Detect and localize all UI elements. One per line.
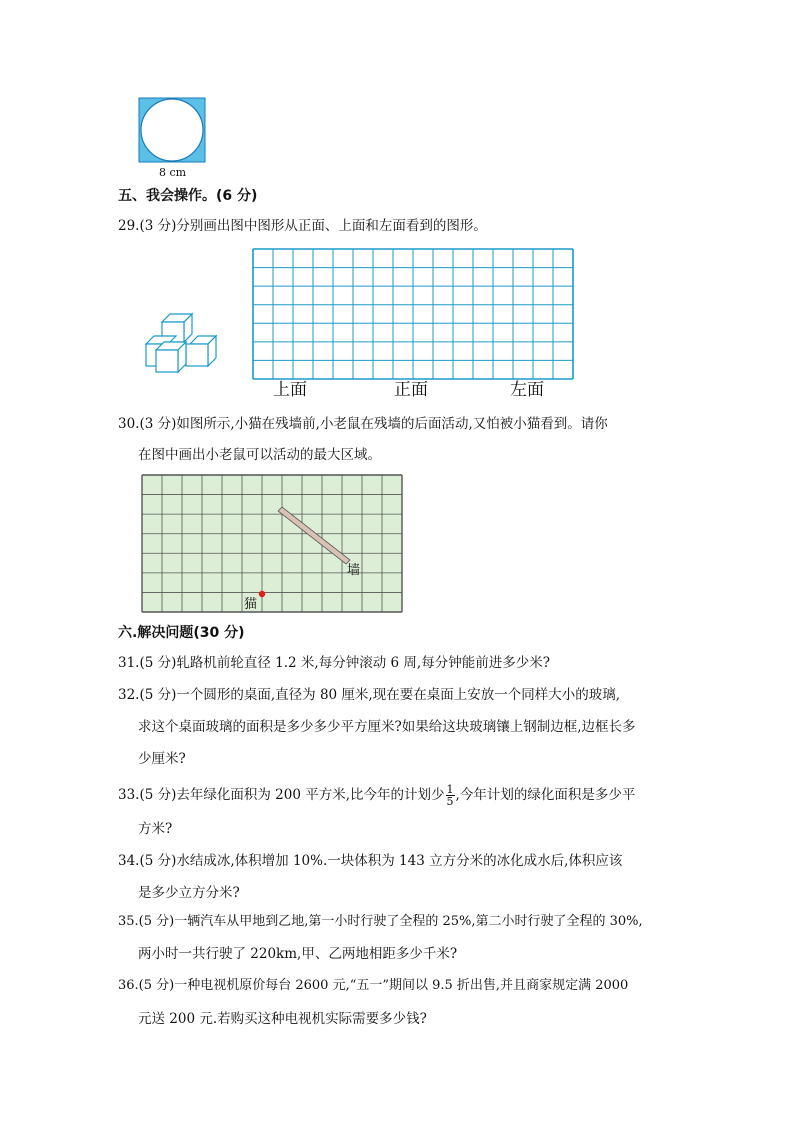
q36-text-line1: 36.(5 分)一种电视机原价每台 2600 元,“五一”期间以 9.5 折出售,并且商家规定满 2000 bbox=[118, 978, 629, 993]
q29-text: 29.(3 分)分别画出图中图形从正面、上面和左面看到的图形。 bbox=[118, 218, 487, 234]
q31-text: 31.(5 分)轧路机前轮直径 1.2 米,每分钟滚动 6 周,每分钟能前进多少米? bbox=[118, 655, 550, 671]
q29-drawing-grid[interactable] bbox=[252, 248, 574, 380]
grid-label-front-view: 正面 bbox=[394, 380, 428, 400]
grid-background bbox=[142, 475, 402, 612]
q32-text-line3: 少厘米? bbox=[138, 751, 186, 767]
q33-fraction-denominator: 5 bbox=[446, 794, 454, 808]
q33-fraction bbox=[446, 784, 455, 807]
q34-text-line1: 34.(5 分)水结成冰,体积增加 10%.一块体积为 143 立方分米的冰化成水后,体积应该 bbox=[118, 853, 623, 869]
q32-text-line2: 求这个桌面玻璃的面积是多少多少平方厘米?如果给这块玻璃镶上钢制边框,边框长多 bbox=[138, 719, 636, 735]
grid-label-top-view: 上面 bbox=[273, 380, 307, 400]
q30-text-line1: 30.(3 分)如图所示,小猫在残墙前,小老鼠在残墙的后面活动,又怕被小猫看到。请你 bbox=[118, 416, 608, 432]
q33-text-after: ,今年计划的绿化面积是多少平 bbox=[455, 787, 636, 803]
section-5-title: 五、我会操作。(6 分) bbox=[118, 188, 258, 204]
q33-text-before: 33.(5 分)去年绿化面积为 200 平方米,比今年的计划少 bbox=[118, 787, 445, 803]
q34-text-line2: 是多少立方分米? bbox=[138, 885, 240, 901]
circle-in-square-figure bbox=[138, 97, 206, 165]
grid-label-left-view: 左面 bbox=[510, 380, 544, 400]
q30-text-line2: 在图中画出小老鼠可以活动的最大区域。 bbox=[138, 447, 381, 463]
q33-fraction-numerator: 1 bbox=[446, 782, 454, 796]
wall-label: 墙 bbox=[347, 563, 361, 578]
q33-text-line1 bbox=[118, 780, 635, 810]
cat-position-dot bbox=[259, 591, 265, 597]
cat-label: 猫 bbox=[244, 597, 258, 612]
q30-wall-grid[interactable] bbox=[141, 474, 403, 613]
section-6-title: 六.解决问题(30 分) bbox=[118, 625, 245, 641]
q33-text-line2: 方米? bbox=[138, 821, 173, 837]
q35-text-line2: 两小时一共行驶了 220km,甲、乙两地相距多少千米? bbox=[138, 946, 458, 962]
cube-stack-figure bbox=[138, 312, 218, 374]
q32-text-line1: 32.(5 分)一个圆形的桌面,直径为 80 厘米,现在要在桌面上安放一个同样大小的玻璃, bbox=[118, 687, 621, 703]
circle-figure-caption: 8 cm bbox=[159, 166, 187, 179]
q35-text-line1: 35.(5 分)一辆汽车从甲地到乙地,第一小时行驶了全程的 25%,第二小时行驶了全程的 30%, bbox=[118, 914, 643, 929]
q36-text-line2: 元送 200 元.若购买这种电视机实际需要多少钱? bbox=[138, 1011, 427, 1027]
